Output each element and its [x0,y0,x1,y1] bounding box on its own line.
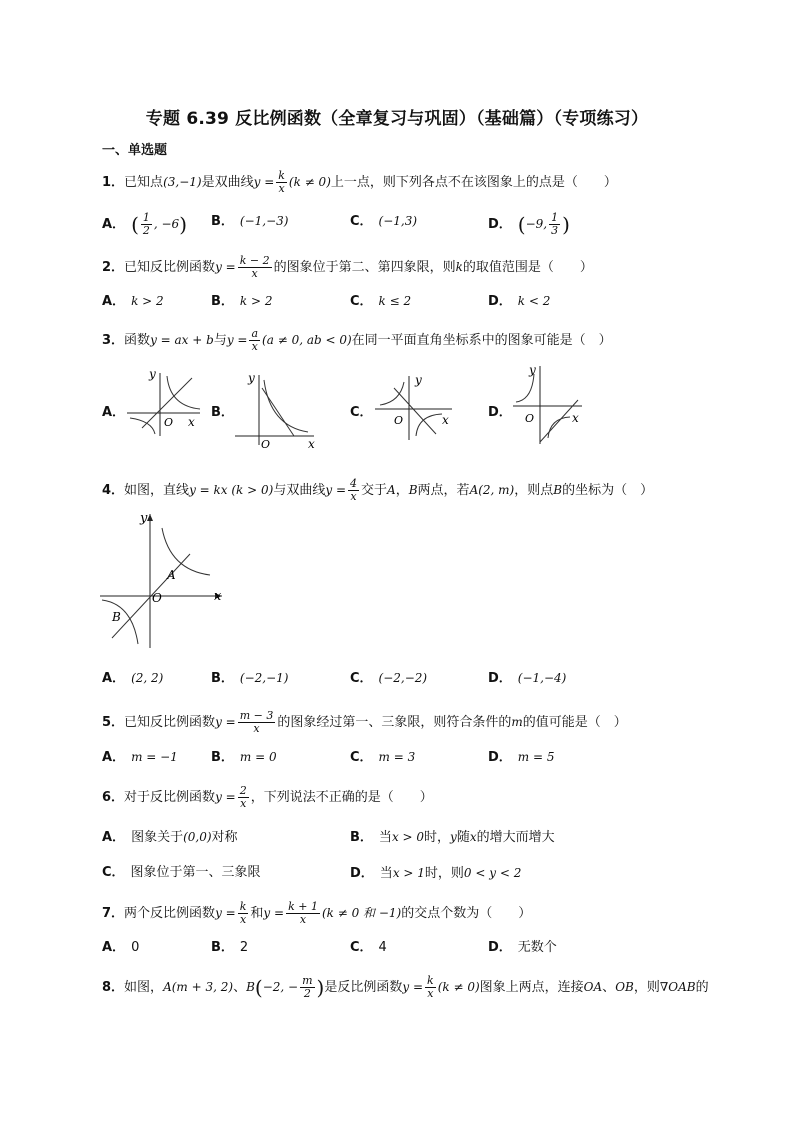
fraction: $\frac{k}{x}$ [278,169,285,195]
graph-3c [372,372,462,442]
option-7c[interactable]: C． 4 [350,940,387,955]
page-title: 专题 6.39 反比例函数（全章复习与巩固）（基础篇）（专项练习） [145,109,649,129]
svg-text:B: B [112,610,121,624]
svg-text:O: O [261,438,271,450]
option-5d[interactable]: D． m = 5 [488,750,555,765]
svg-text:y: y [248,371,255,385]
option-3b[interactable]: B． [211,405,234,420]
option-2a[interactable]: A． k > 2 [102,294,164,309]
question-8: 8．如图，A(m + 3, 2)、B(−2, − $\frac{m}{2}$ )是反比例函数y = $\frac{k}{x}$ (k ≠ 0)图象上两点，连接OA、OB，则∇OAB的 [102,974,709,1000]
question-4: 4．如图，直线y = kx (k > 0)与双曲线y = $\frac{4}{x}$ 交于A，B两点，若A(2, m)，则点B的坐标为（ ） [102,477,654,503]
svg-text:x: x [214,589,222,604]
svg-text:O: O [525,412,535,425]
option-5b[interactable]: B． m = 0 [211,750,277,765]
section-heading: 一、单选题 [102,143,168,158]
option-5c[interactable]: C． m = 3 [350,750,416,765]
option-7d[interactable]: D． 无数个 [488,940,557,955]
svg-text:x: x [572,411,579,425]
graph-3d [510,362,600,447]
question-5: 5．已知反比例函数y = $\frac{m - 3}{x}$ 的图象经过第一、三象限，则符合条件的m的值可能是（ ） [102,709,627,735]
option-5a[interactable]: A． m = −1 [102,750,178,765]
option-2c[interactable]: C． k ≤ 2 [350,294,412,309]
option-6b[interactable]: B． 当x > 0时，y随x的增大而增大 [350,830,555,845]
question-2: 2．已知反比例函数y = $\frac{k - 2}{x}$ 的图象位于第二、第四象限，则k的取值范围是（ ） [102,254,593,280]
svg-text:x: x [188,415,195,429]
question-1: 1．已知点(3,−1)是双曲线y = $\frac{k}{x}$ (k ≠ 0)上一点，则下列各点不在该图象上的点是（ ） [102,169,617,195]
graph-3a [122,368,212,438]
svg-text:x: x [308,437,315,450]
question-7: 7．两个反比例函数y = $\frac{k}{x}$ 和y = $\frac{k + 1}{x}$ (k ≠ 0 和 −1)的交点个数为（ ） [102,900,532,926]
svg-text:x: x [442,413,449,427]
option-7a[interactable]: A． 0 [102,940,140,955]
option-1a[interactable]: A． ( $\frac{1}{2}$ , −6) [102,211,188,237]
option-6c[interactable]: C． 图象位于第一、三象限 [102,865,261,880]
option-2b[interactable]: B． k > 2 [211,294,273,309]
option-4d[interactable]: D． (−1,−4) [488,671,567,686]
option-4c[interactable]: C． (−2,−2) [350,671,428,686]
graph-3b [232,370,322,450]
option-4a[interactable]: A． (2, 2) [102,671,164,686]
option-2d[interactable]: D． k < 2 [488,294,551,309]
question-6: 6．对于反比例函数y = $\frac{2}{x}$ ，下列说法不正确的是（ ） [102,784,433,810]
svg-text:y: y [140,511,148,526]
option-1c[interactable]: C． (−1,3) [350,214,418,229]
option-3d[interactable]: D． [488,405,512,420]
option-6d[interactable]: D． 当x > 1时，则0 < y < 2 [350,866,522,881]
option-1d[interactable]: D． (−9, $\frac{1}{3}$ ) [488,211,570,237]
svg-text:O: O [164,416,174,429]
option-3c[interactable]: C． [350,405,373,420]
option-6a[interactable]: A． 图象关于(0,0)对称 [102,830,238,845]
math-point: (3,−1) [163,175,202,189]
question-3: 3．函数y = ax + b与y = $\frac{a}{x}$ (a ≠ 0, ab < 0)在同一平面直角坐标系中的图象可能是（ ） [102,327,612,353]
option-7b[interactable]: B． 2 [211,940,249,955]
question-number: 1． [102,175,125,190]
svg-text:A: A [167,568,176,582]
svg-text:y: y [149,368,156,381]
svg-text:O: O [394,414,404,427]
option-3a[interactable]: A． [102,405,126,420]
svg-text:y: y [415,373,422,387]
option-1b[interactable]: B． (−1,−3) [211,214,289,229]
svg-text:y: y [529,363,536,377]
option-4b[interactable]: B． (−2,−1) [211,671,289,686]
svg-text:O: O [152,591,162,605]
figure-4 [98,508,238,650]
